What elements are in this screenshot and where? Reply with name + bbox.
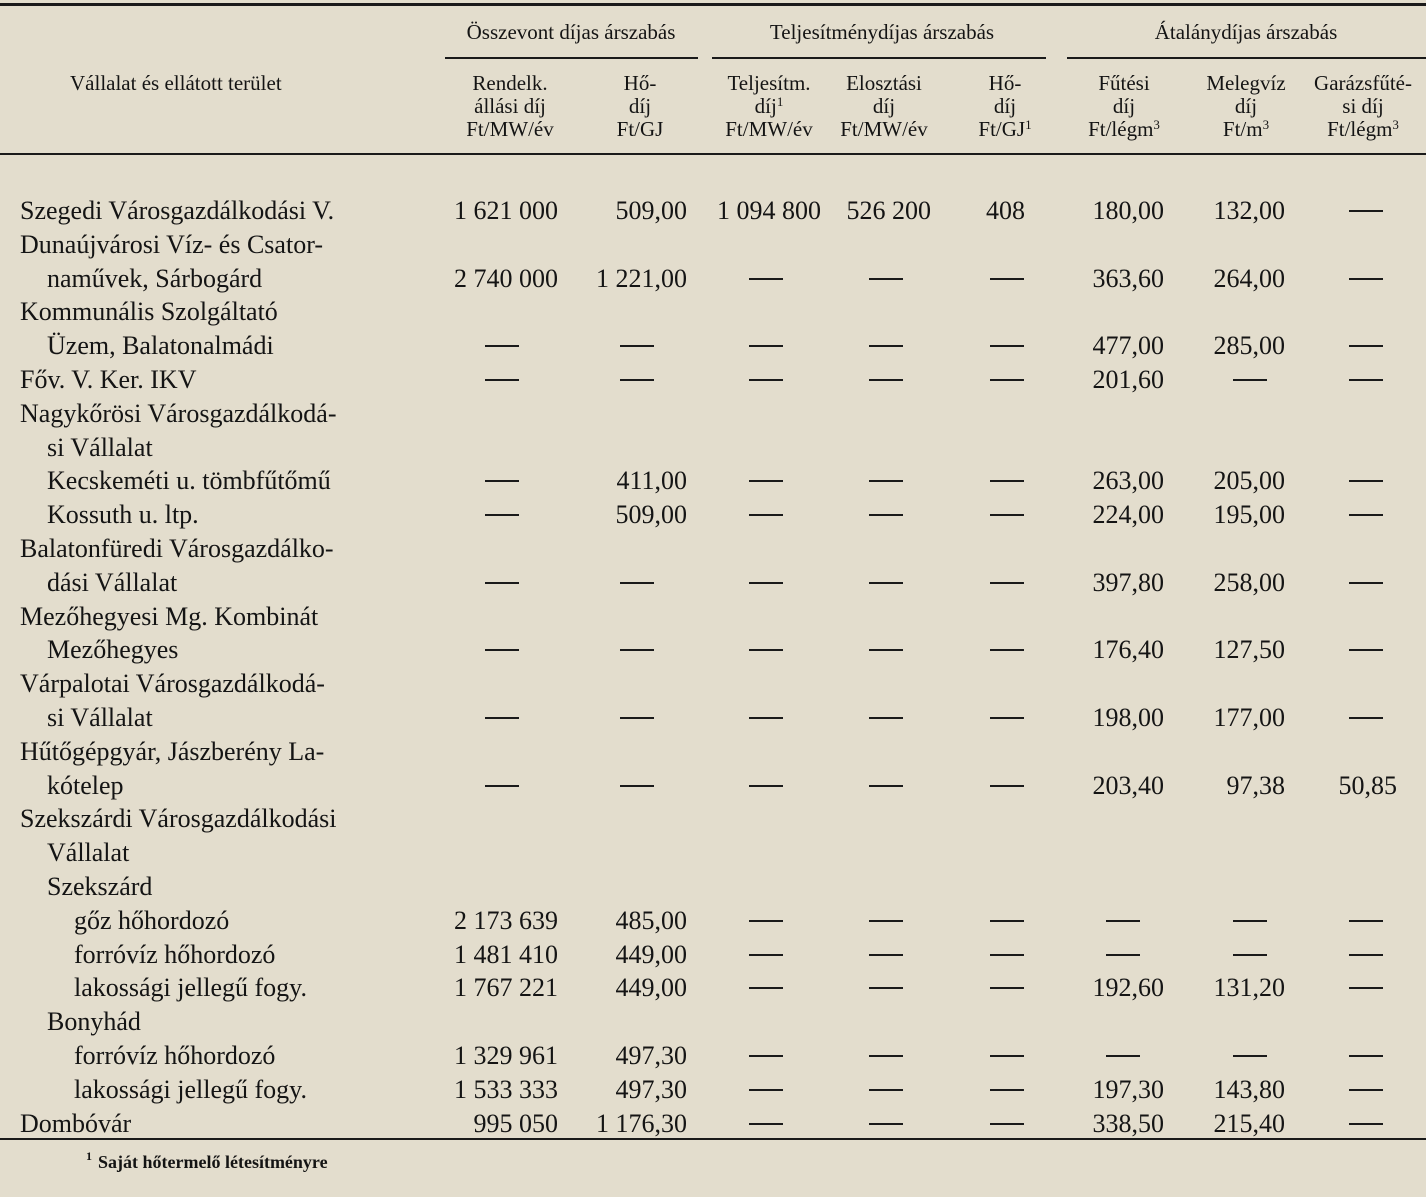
row-label: Hűtőgépgyár, Jászberény La- [20, 737, 325, 766]
value-cell: 509,00 [615, 196, 687, 225]
row-label: Vállalat [47, 838, 130, 867]
table-row [0, 329, 1426, 363]
top-rule [0, 3, 1426, 6]
value-cell: 477,00 [1092, 331, 1164, 360]
group-header-osszevont: Összevont díjas árszabás [466, 20, 676, 44]
dash-cell [1349, 379, 1383, 381]
row-label: Várpalotai Városgazdálkodá- [20, 669, 325, 698]
dash-cell [990, 582, 1024, 584]
dash-cell [1349, 649, 1383, 651]
value-cell: 2 173 639 [454, 906, 558, 935]
dash-cell [749, 1123, 783, 1125]
table-row [0, 566, 1426, 600]
value-cell: 497,30 [615, 1075, 687, 1104]
value-cell: 397,80 [1092, 568, 1164, 597]
table-row [0, 532, 1426, 566]
dash-cell [749, 345, 783, 347]
dash-cell [620, 717, 654, 719]
value-cell: 411,00 [616, 466, 687, 495]
value-cell: 132,00 [1213, 196, 1285, 225]
row-label-header: Vállalat és ellátott terület [70, 71, 282, 95]
table-row [0, 701, 1426, 735]
value-cell: 205,00 [1213, 466, 1285, 495]
table-row [0, 194, 1426, 228]
value-cell: 180,00 [1092, 196, 1164, 225]
row-label: lakossági jellegű fogy. [74, 973, 307, 1002]
dash-cell [990, 480, 1024, 482]
value-cell: 2 740 000 [454, 264, 558, 293]
value-cell: 526 200 [846, 196, 931, 225]
value-cell: 497,30 [615, 1041, 687, 1070]
table-row [0, 228, 1426, 262]
row-label: dási Vállalat [47, 568, 178, 597]
dash-cell [485, 379, 519, 381]
dash-cell [1233, 379, 1267, 381]
column-header-elosztasi: Elosztási díj Ft/MW/év [840, 71, 928, 141]
table-row [0, 1107, 1426, 1141]
table-row [0, 1005, 1426, 1039]
dash-cell [869, 1089, 903, 1091]
column-header-hodij-1: Hő- díj Ft/GJ [616, 71, 664, 141]
value-cell: 408 [986, 196, 1025, 225]
dash-cell [869, 1123, 903, 1125]
row-label: Szekszárd [47, 872, 153, 901]
group-header-teljesitmeny: Teljesítménydíjas árszabás [769, 20, 995, 44]
table-row [0, 1073, 1426, 1107]
dash-cell [990, 920, 1024, 922]
bottom-rule [0, 1138, 1426, 1140]
dash-cell [869, 987, 903, 989]
dash-cell [485, 785, 519, 787]
dash-cell [485, 345, 519, 347]
dash-cell [1349, 717, 1383, 719]
dash-cell [869, 480, 903, 482]
value-cell: 198,00 [1092, 703, 1164, 732]
dash-cell [869, 649, 903, 651]
row-label: Szekszárdi Városgazdálkodási [20, 804, 337, 833]
row-label: Bonyhád [47, 1007, 141, 1036]
value-cell: 338,50 [1092, 1109, 1164, 1138]
table-row [0, 498, 1426, 532]
dash-cell [869, 278, 903, 280]
column-header-futesi: Fűtési díj Ft/légm$^3$ [1088, 71, 1160, 141]
value-cell: 131,20 [1213, 973, 1285, 1002]
dash-cell [990, 987, 1024, 989]
table-row [0, 802, 1426, 836]
dash-cell [749, 920, 783, 922]
dash-cell [1106, 920, 1140, 922]
dash-cell [485, 480, 519, 482]
dash-cell [1349, 1089, 1383, 1091]
dash-cell [869, 379, 903, 381]
row-label: Kossuth u. ltp. [47, 500, 199, 529]
dash-cell [869, 345, 903, 347]
dash-cell [1349, 582, 1383, 584]
dash-cell [485, 514, 519, 516]
value-cell: 485,00 [615, 906, 687, 935]
dash-cell [1349, 345, 1383, 347]
table-row [0, 769, 1426, 803]
dash-cell [1233, 920, 1267, 922]
value-cell: 509,00 [615, 500, 687, 529]
row-label: naművek, Sárbogárd [47, 264, 263, 293]
value-cell: 1 533 333 [454, 1075, 558, 1104]
value-cell: 449,00 [615, 940, 687, 969]
table-row [0, 971, 1426, 1005]
dash-cell [485, 582, 519, 584]
dash-cell [990, 345, 1024, 347]
dash-cell [1349, 480, 1383, 482]
dash-cell [749, 379, 783, 381]
dash-cell [1349, 514, 1383, 516]
column-header-melegviz: Melegvíz díj $Ft/m^3$ [1206, 71, 1286, 141]
dash-cell [990, 717, 1024, 719]
value-cell: 176,40 [1092, 635, 1164, 664]
dash-cell [1349, 920, 1383, 922]
dash-cell [749, 717, 783, 719]
table-row [0, 1039, 1426, 1073]
dash-cell [485, 649, 519, 651]
dash-cell [869, 920, 903, 922]
group-rule-atalany [1067, 57, 1426, 59]
dash-cell [1233, 954, 1267, 956]
dash-cell [990, 278, 1024, 280]
dash-cell [1233, 1055, 1267, 1057]
table-row [0, 295, 1426, 329]
dash-cell [869, 1055, 903, 1057]
value-cell: 1 767 221 [454, 973, 558, 1002]
dash-cell [1349, 1123, 1383, 1125]
row-label: si Vállalat [47, 703, 153, 732]
value-cell: 1 221,00 [596, 264, 687, 293]
column-header-garazsfutesi: Garázsfűté- si díj Ft/légm$^3$ [1314, 71, 1412, 141]
value-cell: 97,38 [1226, 771, 1285, 800]
table-row [0, 397, 1426, 431]
value-cell: 224,00 [1092, 500, 1164, 529]
value-cell: 258,00 [1213, 568, 1285, 597]
dash-cell [749, 480, 783, 482]
dash-cell [749, 278, 783, 280]
dash-cell [1349, 954, 1383, 956]
table-row [0, 464, 1426, 498]
dash-cell [869, 514, 903, 516]
dash-cell [1349, 987, 1383, 989]
dash-cell [1349, 278, 1383, 280]
row-label: Üzem, Balatonalmádi [47, 331, 274, 360]
value-cell: 1 621 000 [454, 196, 558, 225]
dash-cell [990, 1123, 1024, 1125]
value-cell: 264,00 [1213, 264, 1285, 293]
dash-cell [749, 987, 783, 989]
value-cell: 285,00 [1213, 331, 1285, 360]
row-label: kótelep [47, 771, 124, 800]
column-header-hodij-2: Hő- díj $Ft/GJ^1$ [978, 71, 1032, 141]
dash-cell [869, 582, 903, 584]
dash-cell [749, 649, 783, 651]
table-row [0, 600, 1426, 634]
value-cell: 143,80 [1213, 1075, 1285, 1104]
value-cell: 195,00 [1213, 500, 1285, 529]
row-label: Balatonfüredi Városgazdálko- [20, 534, 334, 563]
footnote: $^1$ Saját hőtermelő létesítményre [86, 1149, 328, 1172]
header-rule [0, 153, 1426, 155]
row-label: si Vállalat [47, 433, 153, 462]
dash-cell [485, 717, 519, 719]
dash-cell [990, 514, 1024, 516]
dash-cell [1106, 1055, 1140, 1057]
value-cell: 177,00 [1213, 703, 1285, 732]
row-label: Mezőhegyes [47, 635, 179, 664]
dash-cell [869, 954, 903, 956]
dash-cell [990, 1089, 1024, 1091]
value-cell: 127,50 [1213, 635, 1285, 664]
value-cell: 203,40 [1092, 771, 1164, 800]
row-label: forróvíz hőhordozó [74, 1041, 276, 1070]
dash-cell [1349, 1055, 1383, 1057]
row-label: gőz hőhordozó [74, 906, 230, 935]
table-row [0, 262, 1426, 296]
dash-cell [869, 785, 903, 787]
column-header-teljesitmeny: Teljesítm. díj$^1$ Ft/MW/év [725, 71, 813, 141]
dash-cell [749, 582, 783, 584]
table-row [0, 870, 1426, 904]
row-label: Kecskeméti u. tömbfűtőmű [47, 466, 331, 495]
dash-cell [620, 582, 654, 584]
table-row [0, 633, 1426, 667]
row-label: Dunaújvárosi Víz- és Csator- [20, 230, 323, 259]
row-label: Dombóvár [20, 1109, 132, 1138]
dash-cell [749, 1055, 783, 1057]
value-cell: 215,40 [1213, 1109, 1285, 1138]
value-cell: 995 050 [473, 1109, 558, 1138]
row-label: Kommunális Szolgáltató [20, 297, 278, 326]
dash-cell [620, 345, 654, 347]
row-label: lakossági jellegű fogy. [74, 1075, 307, 1104]
value-cell: 1 176,30 [596, 1109, 687, 1138]
group-header-atalany: Átalánydíjas árszabás [1154, 20, 1338, 44]
value-cell: 263,00 [1092, 466, 1164, 495]
row-label: forróvíz hőhordozó [74, 940, 276, 969]
dash-cell [620, 649, 654, 651]
table-row [0, 904, 1426, 938]
dash-cell [749, 514, 783, 516]
table-row [0, 667, 1426, 701]
dash-cell [749, 954, 783, 956]
dash-cell [990, 1055, 1024, 1057]
row-label: Főv. V. Ker. IKV [20, 365, 197, 394]
value-cell: 197,30 [1092, 1075, 1164, 1104]
dash-cell [620, 379, 654, 381]
value-cell: 50,85 [1338, 771, 1397, 800]
dash-cell [749, 1089, 783, 1091]
value-cell: 192,60 [1092, 973, 1164, 1002]
value-cell: 363,60 [1092, 264, 1164, 293]
value-cell: 1 481 410 [454, 940, 558, 969]
dash-cell [1106, 954, 1140, 956]
table-row [0, 363, 1426, 397]
table-row [0, 836, 1426, 870]
column-header-rendelkezesi: Rendelk. állási díj Ft/MW/év [466, 71, 554, 141]
group-rule-teljesitmeny [712, 57, 1046, 59]
table-row [0, 735, 1426, 769]
dash-cell [990, 785, 1024, 787]
row-label: Mezőhegyesi Mg. Kombinát [20, 602, 319, 631]
dash-cell [990, 954, 1024, 956]
row-label: Nagykőrösi Városgazdálkodá- [20, 399, 337, 428]
dash-cell [749, 785, 783, 787]
value-cell: 1 329 961 [454, 1041, 558, 1070]
dash-cell [990, 379, 1024, 381]
value-cell: 449,00 [615, 973, 687, 1002]
table-row [0, 431, 1426, 465]
value-cell: 1 094 800 [717, 196, 821, 225]
dash-cell [990, 649, 1024, 651]
dash-cell [1349, 210, 1383, 212]
group-rule-osszevont [445, 57, 698, 59]
dash-cell [620, 785, 654, 787]
dash-cell [869, 717, 903, 719]
value-cell: 201,60 [1092, 365, 1164, 394]
row-label: Szegedi Városgazdálkodási V. [20, 196, 335, 225]
table-row [0, 938, 1426, 972]
